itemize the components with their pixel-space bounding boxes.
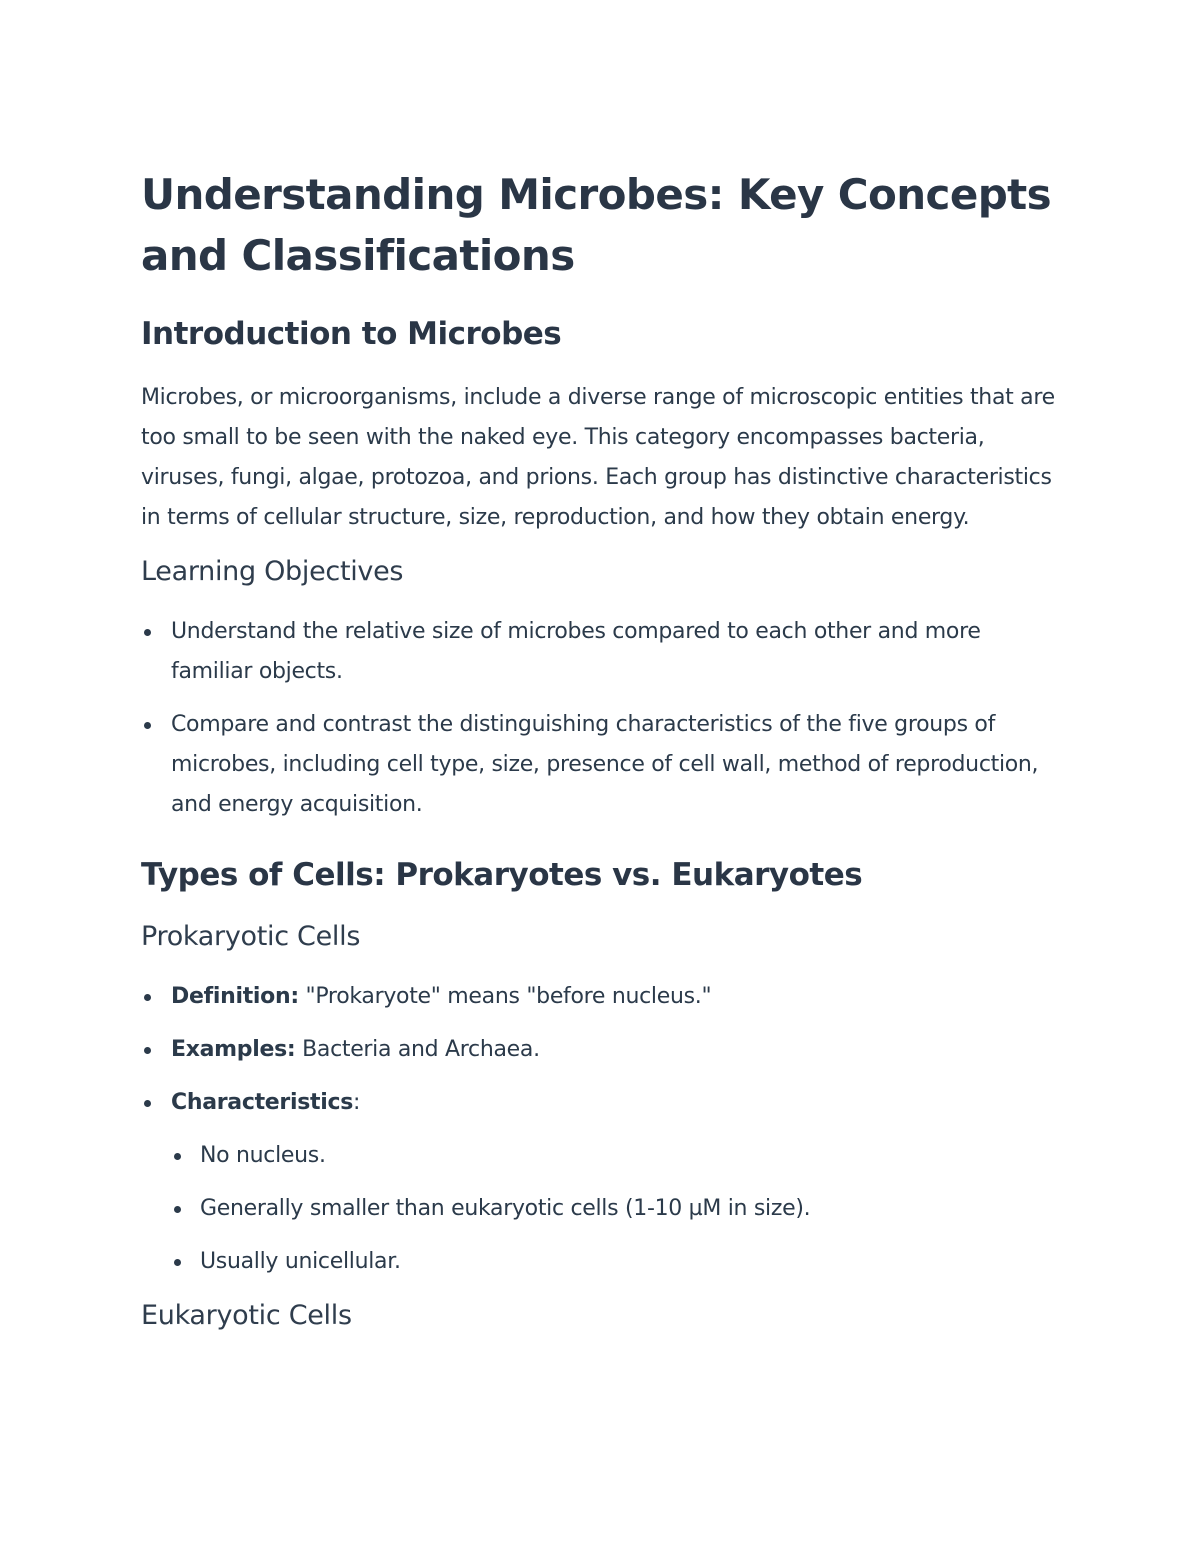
- term-examples: Examples:: [171, 1037, 296, 1062]
- examples-text: Bacteria and Archaea.: [295, 1037, 540, 1062]
- objective-item: Understand the relative size of microbes compared to each other and more familiar objects.: [141, 612, 1061, 692]
- document-title: Understanding Microbes: Key Concepts and Classifications: [141, 170, 1052, 280]
- prokaryotic-list: [141, 977, 1061, 1282]
- definition-text: "Prokaryote" means "before nucleus.": [298, 984, 712, 1009]
- intro-paragraph: Microbes, or microorganisms, include a diverse range of microscopic entities that are too small to be seen with the naked eye. This category encompasses bacteria, viruses, fungi, algae, protozoa, and prions. Each group has distinctive characteristics in terms of cellular structure, size, reproduction, and how they obtain energy.: [141, 385, 1055, 530]
- objective-item: Compare and contrast the distinguishing characteristics of the five groups of microbes, including cell type, size, presence of cell wall, method of reproduction, and energy acquisition.: [141, 705, 1061, 825]
- list-item-characteristics: [141, 1083, 1061, 1282]
- document-page: [141, 164, 1061, 1336]
- subheading-eukaryotic-cells: Eukaryotic Cells: [141, 1300, 352, 1331]
- characteristics-colon: :: [353, 1090, 361, 1115]
- characteristic-item: Usually unicellular.: [171, 1242, 1061, 1282]
- term-characteristics: Characteristics: [171, 1090, 354, 1115]
- section-heading-intro: Introduction to Microbes: [141, 316, 562, 352]
- objectives-list: [141, 612, 1061, 825]
- characteristic-item: Generally smaller than eukaryotic cells (1-10 µM in size).: [171, 1189, 1061, 1229]
- subheading-prokaryotic-cells: Prokaryotic Cells: [141, 921, 361, 952]
- characteristic-item: No nucleus.: [171, 1136, 1061, 1176]
- subheading-learning-objectives: Learning Objectives: [141, 556, 404, 587]
- list-item-examples: [141, 1030, 1061, 1070]
- section-heading-cell-types: Types of Cells: Prokaryotes vs. Eukaryotes: [141, 857, 863, 893]
- characteristics-sublist: [171, 1136, 1061, 1282]
- term-definition: Definition:: [171, 984, 299, 1009]
- list-item-definition: [141, 977, 1061, 1017]
